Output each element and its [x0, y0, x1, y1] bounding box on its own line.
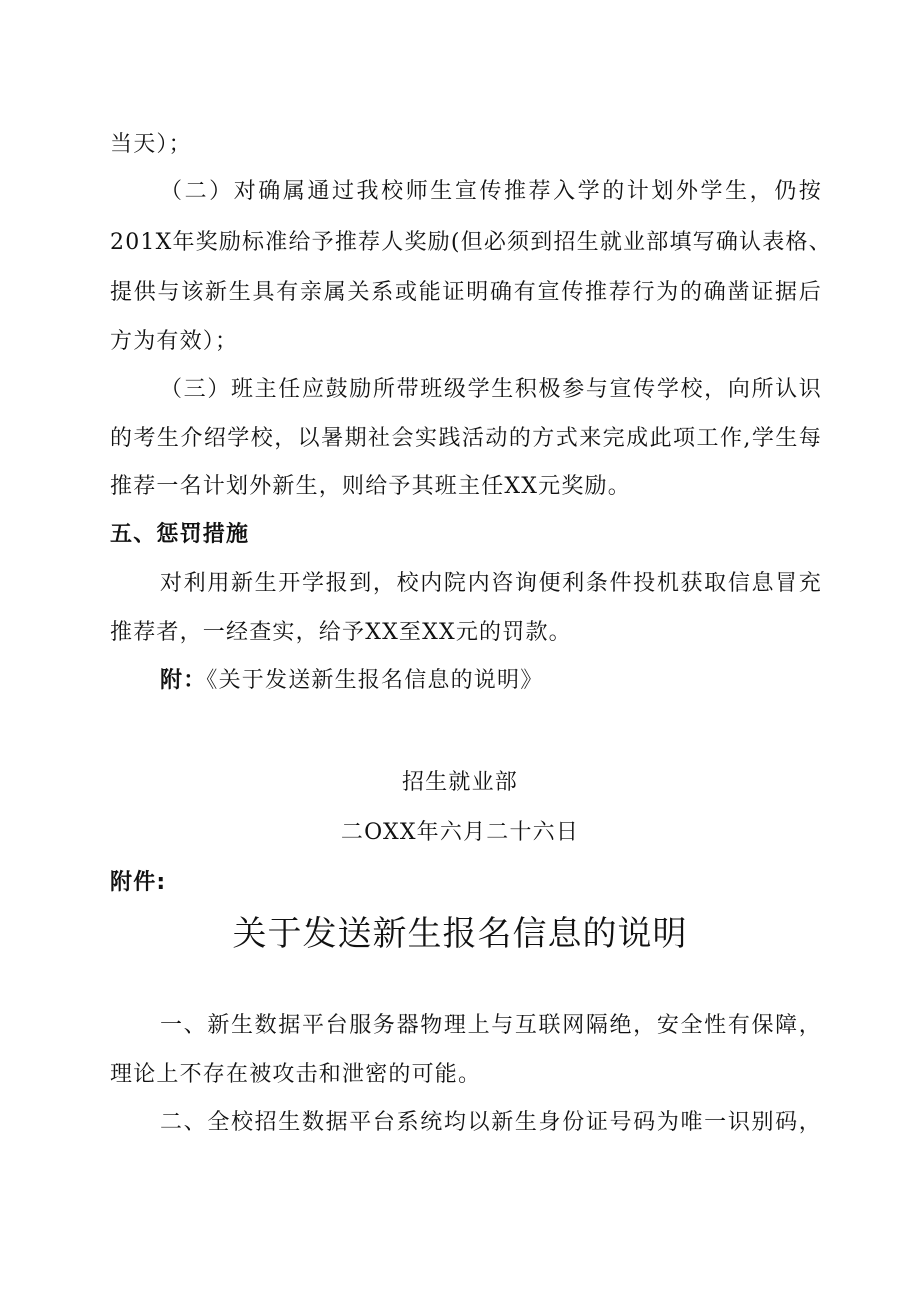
item-3-line-2: 的考生介绍学校，以暑期社会实践活动的方式来完成此项工作,学生每: [110, 426, 822, 451]
section-5-line-1: 对利用新生开学报到，校内院内咨询便利条件投机获取信息冒充: [160, 571, 822, 596]
attachment-label: 附件:: [110, 870, 167, 895]
item-3-line-3: 推荐一名计划外新生，则给予其班主任XX元奖励。: [110, 474, 631, 499]
attachment-note-label: 附：: [160, 668, 207, 693]
item-2-line-1: （二）对确属通过我校师生宣传推荐入学的计划外学生，仍按: [160, 179, 822, 204]
item-2-line-3: 提供与该新生具有亲属关系或能证明确有宣传推荐行为的确凿证据后: [110, 280, 822, 305]
signature-department: 招生就业部: [401, 770, 518, 795]
section-5-heading: 五、惩罚措施: [110, 522, 250, 547]
item-2-line-2: 201X年奖励标准给予推荐人奖励(但必须到招生就业部填写确认表格、: [110, 230, 832, 255]
paragraph-tail: 当天）；: [110, 132, 192, 157]
point-1-line-1: 一、新生数据平台服务器物理上与互联网隔绝，安全性有保障，: [160, 1013, 822, 1038]
attachment-title: 关于发送新生报名信息的说明: [232, 914, 688, 954]
item-2-line-4: 方为有效）；: [110, 329, 239, 354]
attachment-note: [160, 666, 822, 696]
section-5-line-2: 推荐者，一经查实，给予XX至XX元的罚款。: [110, 620, 572, 645]
item-3-line-1: （三）班主任应鼓励所带班级学生积极参与宣传学校，向所认识: [160, 377, 822, 402]
point-2-line-1: 二、全校招生数据平台系统均以新生身份证号码为唯一识别码，: [160, 1110, 822, 1135]
point-1-line-2: 理论上不存在被攻击和泄密的可能。: [110, 1062, 482, 1087]
signature-date: 二OXX年六月二十六日: [340, 820, 580, 845]
attachment-note-text: 《关于发送新生报名信息的说明》: [206, 668, 544, 693]
